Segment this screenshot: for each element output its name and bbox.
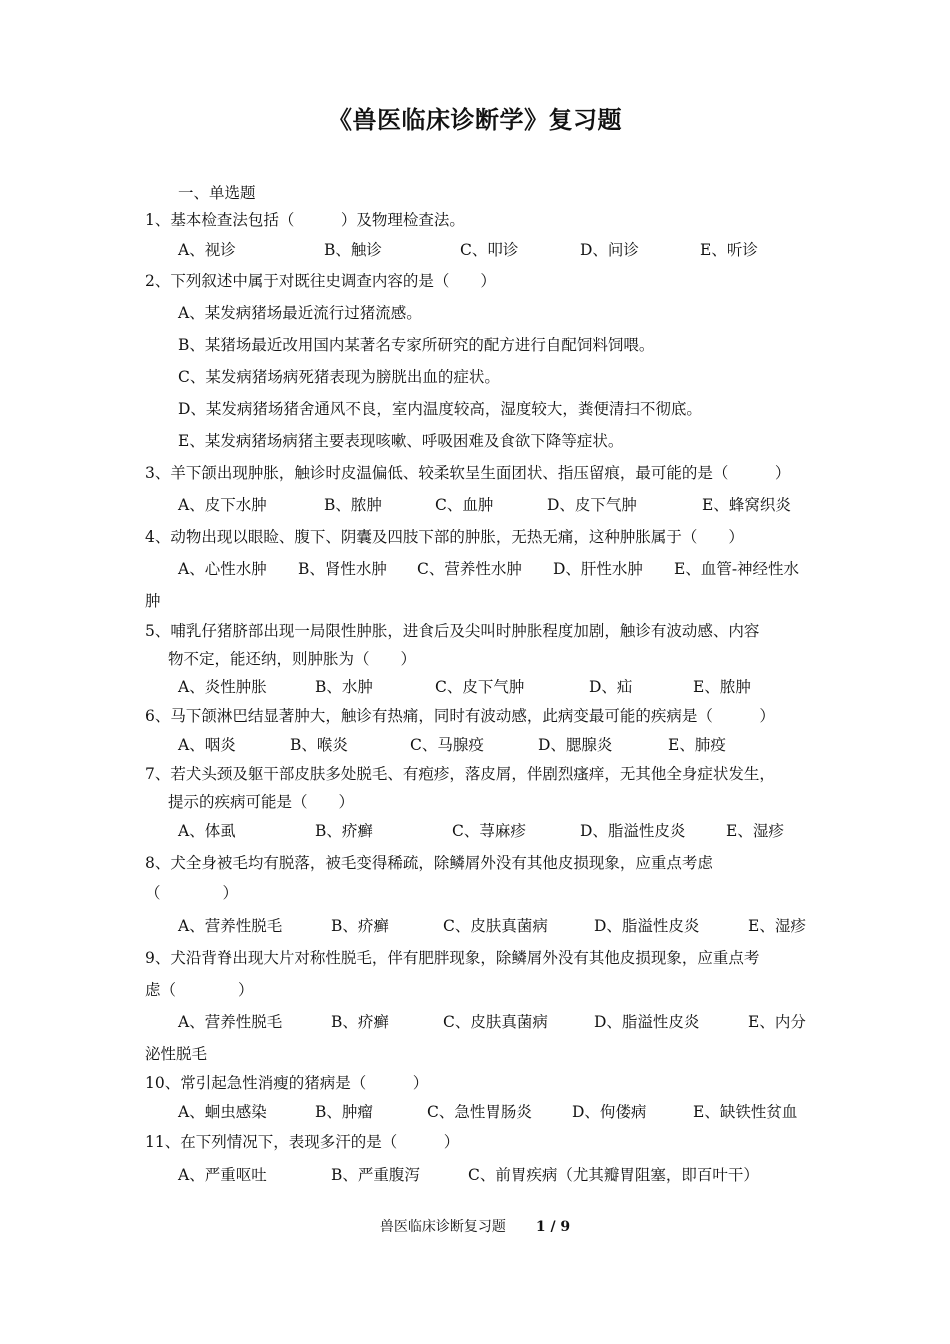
option-c: C、急性胃肠炎 [427, 1103, 532, 1121]
question-9-stem-cont: 虑（ ） [145, 981, 254, 999]
question-7-stem-cont: 提示的疾病可能是（ ） [168, 793, 355, 811]
option-e: E、听诊 [700, 241, 758, 259]
option-b: B、严重腹泻 [331, 1166, 420, 1184]
option-d: D、腮腺炎 [538, 736, 613, 754]
option-a: A、体虱 [178, 822, 236, 840]
option-c: C、前胃疾病（尤其瓣胃阻塞，即百叶干） [468, 1166, 759, 1184]
option-e: E、脓肿 [693, 678, 751, 696]
option-a: A、营养性脱毛 [178, 917, 283, 935]
option-d: D、佝偻病 [572, 1103, 647, 1121]
option-a: A、炎性肿胀 [178, 678, 267, 696]
question-10-stem: 10、常引起急性消瘦的猪病是（ ） [145, 1074, 429, 1092]
option-c: C、皮肤真菌病 [443, 1013, 548, 1031]
page-footer [0, 1216, 950, 1236]
option-c: C、营养性水肿 [417, 560, 522, 578]
option-d: D、皮下气肿 [547, 496, 637, 514]
option-d: D、脂溢性皮炎 [594, 1013, 700, 1031]
option-d: D、肝性水肿 [553, 560, 643, 578]
option-c: C、某发病猪场病死猪表现为膀胱出血的症状。 [178, 368, 500, 386]
page-number: 1 / 9 [535, 1219, 571, 1235]
option-a: A、严重呕吐 [178, 1166, 267, 1184]
footer-title: 兽医临床诊断复习题 [379, 1219, 506, 1235]
option-b: B、肿瘤 [315, 1103, 373, 1121]
question-9-option-wrap: 泌性脱毛 [145, 1045, 208, 1063]
option-b: B、某猪场最近改用国内某著名专家所研究的配方进行自配饲料饲喂。 [178, 336, 655, 354]
question-6-stem: 6、马下颌淋巴结显著肿大，触诊有热痛，同时有波动感，此病变最可能的疾病是（ ） [145, 707, 775, 725]
option-a: A、心性水肿 [178, 560, 267, 578]
option-e: E、湿疹 [748, 917, 806, 935]
question-5-stem: 5、哺乳仔猪脐部出现一局限性肿胀，进食后及尖叫时肿胀程度加剧，触诊有波动感、内容 [145, 622, 760, 640]
document-title: 《兽医临床诊断学》复习题 [328, 105, 622, 134]
option-d: D、疝 [589, 678, 633, 696]
option-c: C、皮肤真菌病 [443, 917, 548, 935]
option-b: B、喉炎 [290, 736, 348, 754]
option-b: B、脓肿 [324, 496, 382, 514]
option-a: A、营养性脱毛 [178, 1013, 283, 1031]
option-e: E、血管-神经性水 [674, 560, 800, 578]
option-a: A、皮下水肿 [178, 496, 267, 514]
option-b: B、水肿 [315, 678, 373, 696]
option-c: C、皮下气肿 [435, 678, 525, 696]
question-1-stem: 1、基本检查法包括（ ）及物理检查法。 [145, 211, 465, 229]
question-2-stem: 2、下列叙述中属于对既往史调查内容的是（ ） [145, 272, 496, 290]
option-b: B、疥癣 [331, 1013, 389, 1031]
option-d: D、脂溢性皮炎 [580, 822, 686, 840]
question-7-stem: 7、若犬头颈及躯干部皮肤多处脱毛、有疱疹，落皮屑，伴剧烈瘙痒，无其他全身症状发生， [145, 765, 775, 783]
question-8-stem-cont: （ ） [145, 884, 239, 902]
question-9-stem: 9、犬沿背脊出现大片对称性脱毛，伴有肥胖现象，除鳞屑外没有其他皮损现象，应重点考 [145, 949, 760, 967]
question-11-stem: 11、在下列情况下，表现多汗的是（ ） [145, 1133, 460, 1151]
section-heading: 一、单选题 [178, 184, 256, 202]
option-e: E、肺疫 [668, 736, 726, 754]
question-4-stem: 4、动物出现以眼睑、腹下、阴囊及四肢下部的肿胀，无热无痛，这种肿胀属于（ ） [145, 528, 744, 546]
question-5-stem-cont: 物不定，能还纳，则肿胀为（ ） [168, 650, 417, 668]
option-c: C、血肿 [435, 496, 494, 514]
option-e: E、蜂窝织炎 [702, 496, 791, 514]
question-3-stem: 3、羊下颌出现肿胀，触诊时皮温偏低、较柔软呈生面团状、指压留痕，最可能的是（ ） [145, 464, 791, 482]
option-d: D、某发病猪场猪舍通风不良，室内温度较高，湿度较大，粪便清扫不彻底。 [178, 400, 702, 418]
option-c: C、叩诊 [460, 241, 519, 259]
option-c: C、马腺疫 [410, 736, 484, 754]
option-c: C、荨麻疹 [452, 822, 526, 840]
option-a: A、视诊 [178, 241, 236, 259]
option-d: D、问诊 [580, 241, 639, 259]
option-a: A、某发病猪场最近流行过猪流感。 [178, 304, 422, 322]
option-b: B、肾性水肿 [298, 560, 387, 578]
question-8-stem: 8、犬全身被毛均有脱落，被毛变得稀疏，除鳞屑外没有其他皮损现象，应重点考虑 [145, 854, 713, 872]
option-b: B、疥癣 [315, 822, 373, 840]
option-e: E、缺铁性贫血 [693, 1103, 798, 1121]
option-e: E、湿疹 [726, 822, 784, 840]
option-d: D、脂溢性皮炎 [594, 917, 700, 935]
option-a: A、蛔虫感染 [178, 1103, 267, 1121]
option-e: E、内分 [748, 1013, 806, 1031]
option-b: B、触诊 [324, 241, 382, 259]
option-a: A、咽炎 [178, 736, 236, 754]
option-e: E、某发病猪场病猪主要表现咳嗽、呼吸困难及食欲下降等症状。 [178, 432, 624, 450]
question-4-option-wrap: 肿 [145, 592, 161, 610]
option-b: B、疥癣 [331, 917, 389, 935]
